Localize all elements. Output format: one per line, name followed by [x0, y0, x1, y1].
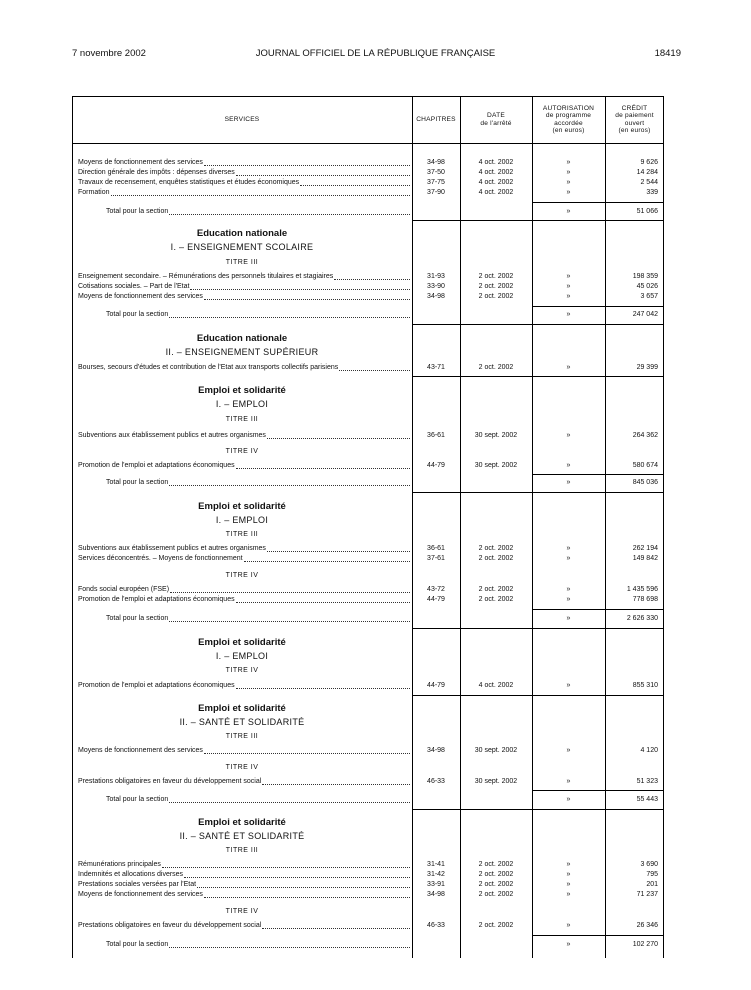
section-rule: [412, 695, 664, 696]
section-subtitle: I. – ENSEIGNEMENT SCOLAIRE: [170, 242, 314, 252]
total-rule: [532, 202, 664, 203]
total-rule: [532, 474, 664, 475]
header-separator: [72, 143, 664, 144]
total-rule: [532, 790, 664, 791]
section-title: Emploi et solidarité: [198, 385, 286, 396]
table-row: Subventions aux établissement publics et autres organismes 36-61 30 sept. 2002 » 264 362: [78, 432, 658, 439]
col-header-services: SERVICES: [224, 115, 260, 123]
total-row: Total pour la section » 247 042: [106, 311, 658, 318]
titre-heading: TITRE IV: [225, 448, 259, 455]
titre-heading: TITRE IV: [225, 764, 259, 771]
total-rule: [532, 935, 664, 936]
total-row: Total pour la section » 51 066: [106, 208, 658, 215]
table-row: Fonds social européen (FSE) 43-72 2 oct. 2002 » 1 435 596: [78, 586, 658, 593]
table-row: Prestations obligatoires en faveur du développement social 46-33 30 sept. 2002 » 51 323: [78, 778, 658, 785]
section-title: Emploi et solidarité: [198, 703, 286, 714]
total-row: Total pour la section » 55 443: [106, 796, 658, 803]
table-row: Rémunérations principales 31-41 2 oct. 2002 » 3 690: [78, 861, 658, 868]
section-rule: [412, 324, 664, 325]
titre-heading: TITRE IV: [225, 667, 259, 674]
table-row: Promotion de l'emploi et adaptations économiques 44-79 30 sept. 2002 » 580 674: [78, 462, 658, 469]
section-subtitle: I. – EMPLOI: [215, 515, 269, 525]
titre-heading: TITRE III: [225, 531, 259, 538]
section-rule: [412, 220, 664, 221]
table-row: Promotion de l'emploi et adaptations économiques 44-79 2 oct. 2002 » 778 698: [78, 596, 658, 603]
table-row: Bourses, secours d'études et contribution de l'Etat aux transports collectifs parisiens 43-71 2 oct. 2002 » 29 399: [78, 364, 658, 371]
section-subtitle: I. – EMPLOI: [215, 399, 269, 409]
col-header-chapitres: CHAPITRES: [416, 115, 456, 123]
table-row: Formation 37-90 4 oct. 2002 » 339: [78, 189, 658, 196]
total-rule: [532, 609, 664, 610]
section-rule: [412, 809, 664, 810]
table-row: Moyens de fonctionnement des services 34-98 4 oct. 2002 » 9 626: [78, 159, 658, 166]
titre-heading: TITRE IV: [225, 572, 259, 579]
section-rule: [412, 492, 664, 493]
titre-heading: TITRE III: [225, 259, 259, 266]
col-header-autorisation: AUTORISATION de programme accordée (en euros): [542, 104, 595, 134]
titre-heading: TITRE III: [225, 416, 259, 423]
table-row: Moyens de fonctionnement des services 34-98 30 sept. 2002 » 4 120: [78, 747, 658, 754]
col-divider-chapitres: [460, 96, 461, 958]
table-row: Services déconcentrés. – Moyens de fonctionnement 37-61 2 oct. 2002 » 149 842: [78, 555, 658, 562]
col-divider-date: [532, 96, 533, 958]
journal-title: JOURNAL OFFICIEL DE LA RÉPUBLIQUE FRANÇAISE: [255, 48, 496, 59]
section-subtitle: I. – EMPLOI: [215, 651, 269, 661]
credits-table: [72, 96, 664, 958]
section-subtitle: II. – ENSEIGNEMENT SUPÉRIEUR: [165, 347, 319, 357]
table-row: Promotion de l'emploi et adaptations économiques 44-79 4 oct. 2002 » 855 310: [78, 682, 658, 689]
col-header-date: DATE de l'arrêté: [480, 112, 512, 127]
section-rule: [412, 376, 664, 377]
col-header-credit: CRÉDIT de paiement ouvert (en euros): [615, 104, 654, 134]
table-row: Cotisations sociales. – Part de l'Etat 33-90 2 oct. 2002 » 45 026: [78, 283, 658, 290]
header-date: 7 novembre 2002: [72, 48, 146, 59]
table-row: Direction générale des impôts : dépenses diverses 37-50 4 oct. 2002 » 14 284: [78, 169, 658, 176]
page-number: 18419: [654, 48, 681, 59]
table-row: Prestations obligatoires en faveur du développement social 46-33 2 oct. 2002 » 26 346: [78, 922, 658, 929]
section-title: Emploi et solidarité: [198, 817, 286, 828]
section-rule: [412, 628, 664, 629]
table-right-border: [663, 96, 664, 958]
total-row: Total pour la section » 2 626 330: [106, 615, 658, 622]
col-divider-services: [412, 96, 413, 958]
titre-heading: TITRE III: [225, 733, 259, 740]
table-row: Subventions aux établissement publics et autres organismes 36-61 2 oct. 2002 » 262 194: [78, 545, 658, 552]
table-row: Enseignement secondaire. – Rémunérations des personnels titulaires et stagiaires 31-93 2 oct. 2002 » 198 359: [78, 273, 658, 280]
total-row: Total pour la section » 845 036: [106, 479, 658, 486]
section-title: Emploi et solidarité: [198, 637, 286, 648]
table-row: Travaux de recensement, enquêtes statistiques et études économiques 37-75 4 oct. 2002 » 2 544: [78, 179, 658, 186]
section-subtitle: II. – SANTÉ ET SOLIDARITÉ: [179, 717, 305, 727]
titre-heading: TITRE IV: [225, 908, 259, 915]
section-title: Emploi et solidarité: [198, 501, 286, 512]
section-title: Education nationale: [196, 333, 288, 344]
total-rule: [532, 306, 664, 307]
titre-heading: TITRE III: [225, 847, 259, 854]
table-row: Moyens de fonctionnement des services 34-98 2 oct. 2002 » 3 657: [78, 293, 658, 300]
col-divider-autorisation: [605, 96, 606, 958]
table-row: Moyens de fonctionnement des services 34-98 2 oct. 2002 » 71 237: [78, 891, 658, 898]
section-title: Education nationale: [196, 228, 288, 239]
total-row: Total pour la section » 102 270: [106, 941, 658, 948]
table-row: Indemnités et allocations diverses 31-42 2 oct. 2002 » 795: [78, 871, 658, 878]
section-subtitle: II. – SANTÉ ET SOLIDARITÉ: [179, 831, 305, 841]
table-row: Prestations sociales versées par l'Etat 33-91 2 oct. 2002 » 201: [78, 881, 658, 888]
